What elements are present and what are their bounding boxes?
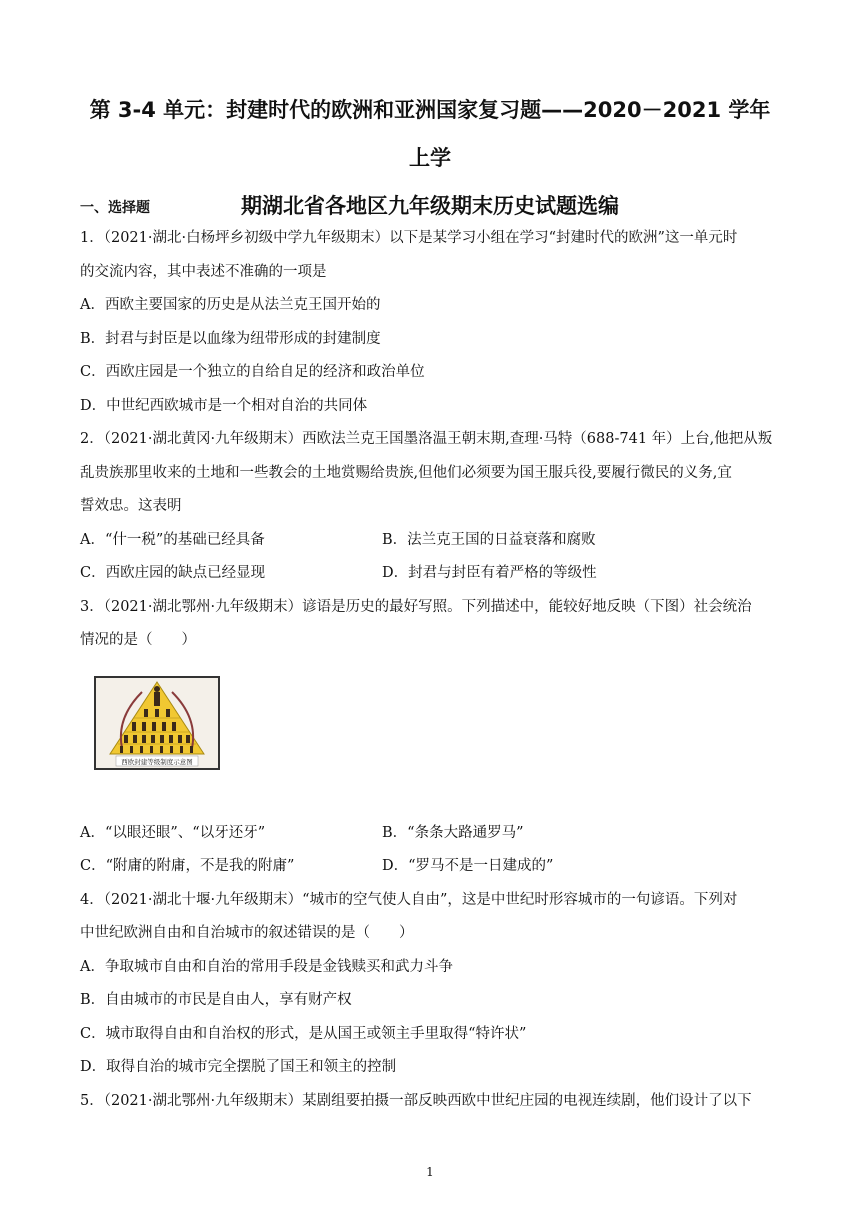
question-1-option-c: C．西欧庄园是一个独立的自给自足的经济和政治单位 xyxy=(80,364,425,380)
question-3-option-d: D．“罗马不是一日建成的” xyxy=(382,858,554,874)
question-3-stem-line-2: 情况的是（ ） xyxy=(80,632,196,648)
figure-caption: 西欧封建等级制度示意图 xyxy=(121,758,193,766)
feudal-hierarchy-figure xyxy=(94,676,220,770)
question-2-option-b: B．法兰克王国的日益衰落和腐败 xyxy=(382,532,596,548)
question-3-option-c: C．“附庸的附庸，不是我的附庸” xyxy=(80,858,295,874)
section-heading: 一、选择题 xyxy=(80,200,150,216)
document-title xyxy=(80,86,780,230)
question-3-stem-line-1: 3．（2021·湖北鄂州·九年级期末）谚语是历史的最好写照。下列描述中，能较好地反映（下图）社会统治 xyxy=(80,599,752,615)
question-1-option-d: D．中世纪西欧城市是一个相对自治的共同体 xyxy=(80,398,368,414)
title-line-2: 期湖北省各地区九年级期末历史试题选编 xyxy=(241,194,619,218)
question-4-option-b: B．自由城市的市民是自由人，享有财产权 xyxy=(80,992,352,1008)
question-3-option-b: B．“条条大路通罗马” xyxy=(382,825,524,841)
question-2-option-d: D．封君与封臣有着严格的等级性 xyxy=(382,565,597,581)
question-1-stem-line-1: 1．（2021·湖北·白杨坪乡初级中学九年级期末）以下是某学习小组在学习“封建时代的欧洲”这一单元时 xyxy=(80,230,738,246)
title-line-1: 第 3-4 单元：封建时代的欧洲和亚洲国家复习题——2020－2021 学年上学 xyxy=(89,98,771,170)
question-2-option-c: C．西欧庄园的缺点已经显现 xyxy=(80,565,266,581)
question-4-stem-line-1: 4．（2021·湖北十堰·九年级期末）“城市的空气使人自由”，这是中世纪时形容城市的一句谚语。下列对 xyxy=(80,892,738,908)
feudal-pyramid-illustration xyxy=(96,678,218,768)
question-2-stem-line-1: 2．（2021·湖北黄冈·九年级期末）西欧法兰克王国墨洛温王朝末期,查理·马特（688-741 年）上台,他把从叛 xyxy=(80,431,773,447)
question-4-option-d: D．取得自治的城市完全摆脱了国王和领主的控制 xyxy=(80,1059,397,1075)
question-5-stem-line-1: 5．（2021·湖北鄂州·九年级期末）某剧组要拍摄一部反映西欧中世纪庄园的电视连续剧，他们设计了以下 xyxy=(80,1093,752,1109)
page-number: 1 xyxy=(426,1165,434,1179)
question-1-stem-line-2: 的交流内容，其中表述不准确的一项是 xyxy=(80,264,327,280)
question-1-option-b: B．封君与封臣是以血缘为纽带形成的封建制度 xyxy=(80,331,381,347)
question-4-option-a: A．争取城市自由和自治的常用手段是金钱赎买和武力斗争 xyxy=(80,959,453,975)
question-2-stem-line-3: 誓效忠。这表明 xyxy=(80,498,182,514)
question-4-stem-line-2: 中世纪欧洲自由和自治城市的叙述错误的是（ ） xyxy=(80,925,414,941)
question-1-option-a: A．西欧主要国家的历史是从法兰克王国开始的 xyxy=(80,297,381,313)
question-2-stem-line-2: 乱贵族那里收来的土地和一些教会的土地赏赐给贵族,但他们必须要为国王服兵役,要履行微民的义务,宜 xyxy=(80,465,732,481)
question-3-option-a: A．“以眼还眼”、“以牙还牙” xyxy=(80,825,266,841)
question-4-option-c: C．城市取得自由和自治权的形式，是从国王或领主手里取得“特许状” xyxy=(80,1026,527,1042)
question-2-option-a: A．“什一税”的基础已经具备 xyxy=(80,532,265,548)
